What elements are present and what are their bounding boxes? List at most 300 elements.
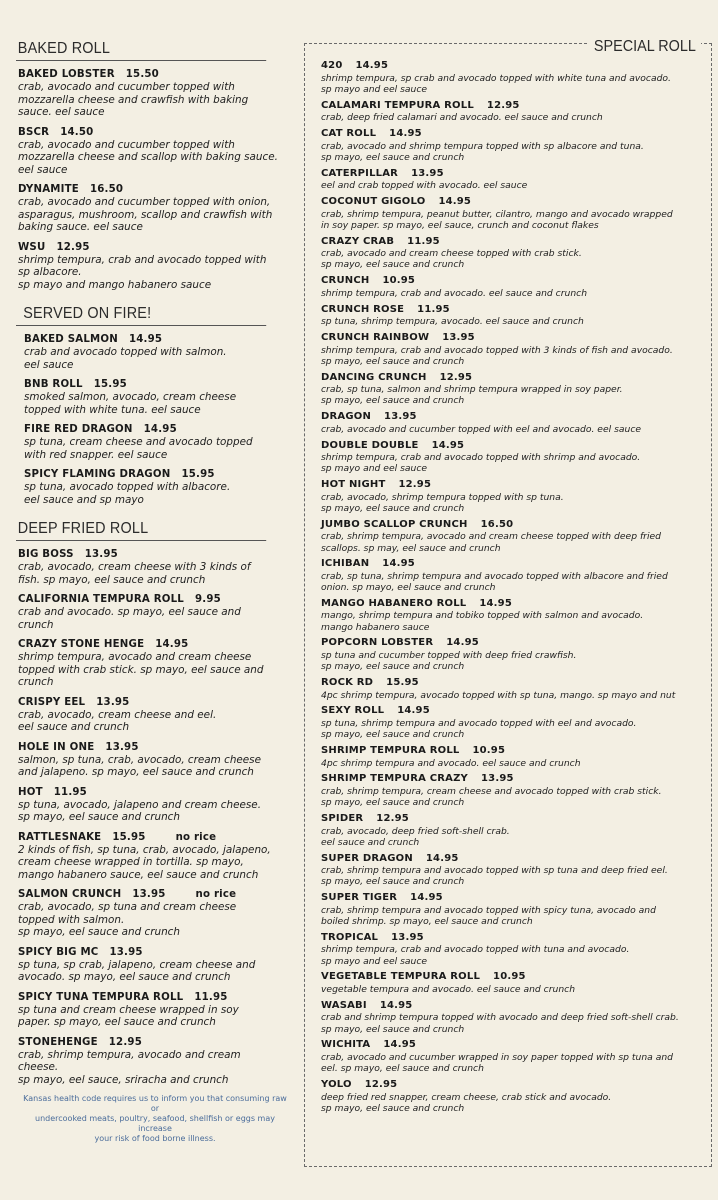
item-name-line — [18, 126, 294, 139]
description-line: sp mayo, eel sauce and crunch — [321, 729, 465, 741]
item-price: 15.95 — [112, 831, 146, 843]
description-line: shrimp tempura, crab and avocado topped with — [18, 253, 267, 266]
description-line: crab and shrimp tempura topped with avocado and deep fried soft-shell crab. — [321, 1012, 679, 1024]
item-name-line — [321, 558, 707, 571]
menu-item — [321, 932, 707, 967]
description-line: crunch — [18, 618, 54, 631]
item-name-line — [321, 236, 707, 249]
menu-item — [18, 786, 294, 824]
description-line: 2 kinds of fish, sp tuna, crab, avocado, jalapeno, — [18, 843, 271, 856]
description-line: eel sauce and crunch — [18, 721, 130, 733]
item-price: 11.95 — [53, 786, 87, 798]
item-name: VEGETABLE TEMPURA ROLL — [321, 971, 481, 983]
description-line: sp tuna, cream cheese and avocado topped — [24, 436, 253, 448]
menu-item — [18, 831, 294, 882]
item-description — [321, 1092, 707, 1114]
item-name: CRUNCH ROSE — [321, 303, 405, 315]
item-name: YOLO — [321, 1079, 352, 1090]
item-name: CRAZY STONE HENGE — [18, 639, 145, 650]
description-line: sp mayo, eel sauce and crunch — [321, 151, 465, 163]
item-name: STONEHENGE — [18, 1036, 98, 1048]
item-price: 16.50 — [89, 184, 124, 195]
item-description — [321, 610, 707, 632]
menu-item — [321, 168, 707, 192]
item-price: 11.95 — [194, 991, 228, 1003]
menu-item — [321, 275, 707, 299]
menu-item — [18, 126, 294, 177]
notice-line: undercooked meats, poultry, seafood, shellfish or eggs may increase — [35, 1114, 275, 1133]
item-name: CRAZY CRAB — [321, 235, 395, 247]
menu-item — [321, 745, 707, 769]
item-description — [18, 901, 294, 939]
item-price: 14.95 — [446, 637, 479, 649]
description-line: eel sauce and sp mayo — [24, 493, 144, 506]
description-line: paper. sp mayo, eel sauce and crunch — [18, 1016, 216, 1028]
item-name: SPIDER — [321, 813, 364, 825]
description-line: mango habanero sauce — [321, 621, 430, 633]
menu-item — [18, 946, 294, 984]
item-description — [18, 196, 294, 234]
item-description — [321, 826, 707, 848]
item-name: WSU — [18, 241, 46, 253]
item-name-line — [18, 68, 294, 81]
menu-item — [321, 479, 707, 514]
item-price: 14.95 — [389, 127, 422, 139]
item-description — [321, 571, 707, 593]
item-name-line — [321, 519, 707, 532]
item-price: 10.95 — [382, 275, 416, 287]
description-line: deep fried red snapper, cream cheese, crab stick and avocado. — [321, 1091, 612, 1103]
item-description — [24, 436, 294, 461]
item-price: 14.95 — [397, 705, 430, 717]
description-line: smoked salmon, avocado, cream cheese — [24, 391, 237, 403]
item-name-line — [321, 971, 707, 984]
item-name: CRISPY EEL — [18, 696, 86, 708]
menu-item — [321, 128, 707, 163]
item-price: 14.95 — [143, 424, 177, 435]
description-line: sp mayo, eel sauce and crunch — [321, 661, 465, 673]
item-name-line — [18, 183, 294, 196]
menu-item — [24, 333, 294, 371]
description-line: topped with crab stick. sp mayo, eel sauce and — [18, 663, 264, 676]
item-price: 13.95 — [442, 331, 475, 343]
item-description — [321, 180, 707, 191]
menu-item — [18, 241, 294, 292]
description-line: crab, avocado and cucumber topped with — [18, 138, 235, 151]
item-price: 14.95 — [438, 195, 472, 207]
item-description — [18, 139, 294, 177]
item-name: BAKED LOBSTER — [18, 69, 115, 80]
menu-item — [321, 1000, 707, 1035]
description-line: crab, deep fried calamari and avocado. eel sauce and crunch — [321, 112, 603, 124]
description-line: eel sauce and crunch — [321, 836, 420, 848]
menu-item — [18, 638, 294, 689]
item-name-line — [321, 637, 707, 650]
description-line: crab, shrimp tempura, peanut butter, cilantro, mango and avocado wrapped — [321, 208, 673, 220]
description-line: sp mayo, eel sauce and crunch — [321, 502, 465, 514]
description-line: sp tuna and cucumber topped with deep fried crawfish. — [321, 650, 577, 662]
menu-item — [24, 378, 294, 416]
item-name: WICHITA — [321, 1039, 371, 1051]
description-line: asparagus, mushroom, scallop and crawfish with — [18, 208, 273, 221]
item-name: WASABI — [321, 999, 367, 1011]
item-price: 14.95 — [382, 558, 415, 570]
item-name-line — [321, 168, 707, 181]
description-line: with red snapper. eel sauce — [24, 448, 168, 461]
menu-item — [321, 892, 707, 927]
item-description — [321, 384, 707, 406]
item-price: 13.95 — [84, 549, 118, 560]
description-line: sp mayo and mango habanero sauce — [18, 278, 212, 291]
menu-item — [321, 60, 707, 95]
baked-roll-section — [16, 40, 294, 291]
item-name: SHRIMP TEMPURA ROLL — [321, 745, 460, 757]
description-line: crab, avocado and cucumber topped with — [18, 81, 235, 93]
description-line: crab, sp tuna, shrimp tempura and avocado topped with albacore and fried — [321, 570, 668, 582]
description-line: sp mayo and eel sauce — [321, 955, 428, 967]
menu-item — [321, 304, 707, 328]
description-line: sp mayo, eel sauce, sriracha and crunch — [18, 1073, 229, 1086]
description-line: crab, shrimp tempura, avocado and cream — [18, 1048, 241, 1061]
item-name-line — [321, 813, 707, 826]
menu-item — [18, 593, 294, 631]
item-description — [321, 345, 707, 367]
item-name: BSCR — [18, 126, 50, 138]
item-description — [18, 1049, 294, 1087]
item-description — [18, 1004, 294, 1029]
item-note: no rice — [175, 831, 217, 843]
description-line: and jalapeno. sp mayo, eel sauce and crunch — [18, 766, 254, 778]
description-line: sp mayo, eel sauce and crunch — [321, 395, 465, 407]
description-line: sp tuna, sp crab, jalapeno, cream cheese and — [18, 958, 256, 971]
item-name-line — [321, 745, 707, 758]
menu-item — [18, 696, 294, 734]
item-price: 13.95 — [132, 889, 166, 900]
item-name: CRUNCH RAINBOW — [321, 331, 430, 343]
item-name-line — [321, 773, 707, 786]
item-name-line — [18, 593, 294, 606]
item-name-line — [321, 440, 707, 453]
item-name-line — [24, 378, 294, 391]
item-description — [321, 865, 707, 887]
item-name-line — [321, 705, 707, 718]
item-description — [321, 905, 707, 927]
item-price: 12.95 — [108, 1036, 142, 1048]
description-line: crab, shrimp tempura and avocado topped with spicy tuna, avocado and — [321, 904, 656, 916]
menu-list — [16, 548, 294, 1086]
description-line: shrimp tempura, crab and avocado topped with shrimp and avocado. — [321, 452, 641, 464]
item-name-line — [18, 548, 294, 561]
description-line: boiled shrimp. sp mayo, eel sauce and crunch — [321, 916, 533, 928]
item-price: 13.95 — [109, 946, 143, 958]
menu-item — [321, 332, 707, 367]
description-line: sp mayo and eel sauce — [321, 463, 428, 475]
item-name: SALMON CRUNCH — [18, 889, 122, 900]
menu-item — [321, 519, 707, 554]
item-description — [18, 754, 294, 779]
menu-item — [24, 468, 294, 506]
item-description — [321, 288, 707, 299]
item-name: DANCING CRUNCH — [321, 371, 427, 383]
item-name-line — [321, 332, 707, 345]
item-name-line — [18, 831, 294, 844]
item-name-line — [321, 100, 707, 113]
menu-item — [18, 741, 294, 779]
menu-list — [321, 60, 707, 1119]
item-description — [321, 316, 707, 327]
item-name-line — [18, 241, 294, 254]
menu-item — [321, 440, 707, 475]
item-name: CAT ROLL — [321, 127, 377, 139]
description-line: crab, shrimp tempura, cream cheese and avocado topped with crab stick. — [321, 786, 662, 798]
section-title: SERVED ON FIRE! — [16, 305, 266, 326]
menu-item — [321, 196, 707, 231]
menu-item — [24, 423, 294, 461]
menu-item — [18, 991, 294, 1029]
description-line: vegetable tempura and avocado. eel sauce and crunch — [321, 984, 576, 996]
description-line: mozzarella cheese and scallop with baking sauce. — [18, 151, 278, 163]
description-line: scallops. sp may, eel sauce and crunch — [321, 542, 501, 554]
item-price: 13.95 — [391, 931, 424, 943]
description-line: sauce. eel sauce — [18, 106, 105, 118]
item-description — [18, 651, 294, 689]
item-description — [24, 391, 294, 416]
item-price: 12.95 — [376, 813, 409, 825]
item-name-line — [321, 598, 707, 611]
description-line: shrimp tempura, sp crab and avocado topped with white tuna and avocado. — [321, 72, 671, 84]
item-name: SPICY FLAMING DRAGON — [24, 469, 171, 480]
item-description — [321, 209, 707, 231]
item-name-line — [321, 677, 707, 690]
item-name-line — [18, 638, 294, 651]
item-name-line — [321, 275, 707, 288]
item-name: JUMBO SCALLOP CRUNCH — [321, 518, 468, 530]
description-line: crab, avocado and cucumber topped with onion, — [18, 196, 271, 208]
item-price: 13.95 — [411, 167, 444, 179]
item-name: SUPER DRAGON — [321, 852, 413, 864]
description-line: crab, shrimp tempura, avocado and cream cheese topped with deep fried — [321, 531, 661, 543]
description-line: crab, avocado and cucumber topped with eel and avocado. eel sauce — [321, 423, 642, 435]
description-line: sp mayo, eel sauce and crunch — [18, 811, 180, 823]
item-name: HOLE IN ONE — [18, 741, 95, 753]
item-price: 9.95 — [195, 594, 221, 605]
description-line: sp tuna, shrimp tempura and avocado topped with eel and avocado. — [321, 718, 637, 730]
item-price: 14.95 — [379, 999, 413, 1011]
item-name-line — [321, 304, 707, 317]
description-line: eel. sp mayo, eel sauce and crunch — [321, 1063, 484, 1075]
item-name-line — [321, 411, 707, 424]
item-price: 12.95 — [56, 241, 90, 253]
description-line: cheese. — [18, 1061, 59, 1073]
item-note: no rice — [195, 889, 237, 900]
menu-item — [321, 773, 707, 808]
item-price: 12.95 — [439, 371, 473, 383]
item-description — [321, 452, 707, 474]
health-notice — [16, 1094, 294, 1144]
menu-list — [16, 68, 294, 291]
item-description — [321, 1052, 707, 1074]
item-price: 11.95 — [407, 235, 440, 247]
item-name-line — [321, 1039, 707, 1052]
description-line: eel sauce — [18, 163, 68, 176]
description-line: mozzarella cheese and crawfish with baking — [18, 93, 249, 106]
item-name-line — [18, 888, 294, 901]
description-line: shrimp tempura, crab and avocado topped with tuna and avocado. — [321, 944, 630, 956]
item-name: SUPER TIGER — [321, 892, 398, 904]
item-description — [321, 758, 707, 769]
item-price: 15.95 — [386, 677, 419, 689]
item-description — [321, 944, 707, 966]
item-name-line — [24, 333, 294, 346]
menu-item — [18, 548, 294, 586]
menu-item — [321, 236, 707, 271]
item-name-line — [321, 1079, 707, 1092]
description-line: baking sauce. eel sauce — [18, 221, 143, 233]
item-description — [18, 709, 294, 734]
item-name: TROPICAL — [321, 931, 379, 943]
item-price: 14.95 — [479, 597, 512, 609]
item-description — [321, 690, 707, 701]
item-name-line — [24, 423, 294, 436]
description-line: mango habanero sauce, eel sauce and crunch — [18, 868, 259, 881]
item-name: BNB ROLL — [24, 379, 83, 390]
description-line: sp mayo, eel sauce and crunch — [321, 1102, 465, 1114]
description-line: sp tuna, avocado, jalapeno and cream cheese. — [18, 798, 261, 811]
item-price: 14.95 — [355, 60, 389, 71]
description-line: sp albacore. — [18, 266, 82, 278]
description-line: shrimp tempura, crab and avocado topped with 3 kinds of fish and avocado. — [321, 344, 673, 356]
item-description — [321, 1012, 707, 1034]
item-name: SEXY ROLL — [321, 705, 385, 717]
description-line: shrimp tempura, avocado and cream cheese — [18, 651, 252, 663]
item-name: RATTLESNAKE — [18, 831, 102, 843]
description-line: sp mayo, eel sauce and crunch — [18, 926, 180, 938]
description-line: in soy paper. sp mayo, eel sauce, crunch and coconut flakes — [321, 219, 599, 231]
item-name: COCONUT GIGOLO — [321, 195, 426, 207]
item-description — [18, 844, 294, 882]
item-price: 14.95 — [431, 439, 465, 451]
item-price: 15.95 — [93, 379, 127, 390]
item-name-line — [321, 128, 707, 141]
item-description — [321, 492, 707, 514]
description-line: sp mayo, eel sauce and crunch — [321, 355, 465, 367]
menu-item — [321, 100, 707, 124]
description-line: crab, avocado, sp tuna and cream cheese — [18, 901, 237, 913]
item-name: POPCORN LOBSTER — [321, 637, 434, 649]
notice-line: your risk of food borne illness. — [94, 1134, 216, 1143]
menu-item — [321, 598, 707, 633]
item-name-line — [321, 892, 707, 905]
item-price: 10.95 — [472, 745, 506, 757]
description-line: 4pc shrimp tempura, avocado topped with sp tuna, mango. sp mayo and nut — [321, 689, 676, 701]
section-title: BAKED ROLL — [16, 40, 266, 61]
served-on-fire-section — [16, 305, 294, 506]
item-price: 10.95 — [493, 971, 526, 983]
item-price: 13.95 — [481, 773, 514, 785]
item-description — [321, 73, 707, 95]
item-name: DYNAMITE — [18, 184, 79, 195]
description-line: crab, avocado, cream cheese with 3 kinds of — [18, 561, 251, 573]
item-name-line — [18, 696, 294, 709]
item-name: SHRIMP TEMPURA CRAZY — [321, 773, 468, 785]
item-description — [321, 141, 707, 163]
item-price: 14.95 — [155, 639, 189, 650]
item-price: 14.95 — [410, 892, 443, 904]
item-name-line — [24, 468, 294, 481]
item-price: 11.95 — [417, 303, 450, 315]
menu-item — [321, 1039, 707, 1074]
item-price: 14.95 — [128, 334, 163, 345]
menu-item — [321, 637, 707, 672]
description-line: 4pc shrimp tempura and avocado. eel sauce and crunch — [321, 757, 581, 769]
description-line: mango, shrimp tempura and tobiko topped with salmon and avocado. — [321, 610, 644, 622]
description-line: crab, avocado, deep fried soft-shell crab. — [321, 825, 510, 837]
item-price: 14.50 — [60, 126, 94, 138]
menu-item — [321, 853, 707, 888]
description-line: sp tuna, shrimp tempura, avocado. eel sauce and crunch — [321, 316, 584, 328]
item-name: FIRE RED DRAGON — [24, 424, 133, 435]
notice-line: Kansas health code requires us to inform you that consuming raw or — [23, 1094, 287, 1113]
item-name-line — [321, 479, 707, 492]
description-line: sp mayo, eel sauce and crunch — [321, 876, 465, 888]
item-description — [24, 346, 294, 371]
menu-item — [18, 68, 294, 119]
menu-item — [18, 183, 294, 234]
section-title: DEEP FRIED ROLL — [16, 520, 266, 541]
description-line: eel sauce — [24, 358, 74, 371]
item-name: CRUNCH — [321, 275, 370, 287]
item-name: CATERPILLAR — [321, 167, 399, 179]
item-name: MANGO HABANERO ROLL — [321, 597, 467, 609]
item-name-line — [18, 946, 294, 959]
special-roll-section — [304, 38, 712, 1167]
menu-item — [18, 888, 294, 939]
item-price: 15.95 — [181, 469, 215, 480]
item-name: 420 — [321, 60, 343, 71]
description-line: sp mayo, eel sauce and crunch — [321, 1023, 465, 1035]
item-description — [321, 984, 707, 995]
item-price: 13.95 — [96, 696, 130, 708]
item-name-line — [18, 991, 294, 1004]
menu-item — [321, 372, 707, 407]
item-description — [18, 606, 294, 631]
description-line: sp tuna, avocado topped with albacore. — [24, 481, 231, 493]
menu-item — [321, 971, 707, 995]
item-description — [321, 248, 707, 270]
item-name: DOUBLE DOUBLE — [321, 439, 419, 451]
item-description — [18, 959, 294, 984]
item-price: 16.50 — [480, 518, 514, 530]
item-description — [18, 799, 294, 824]
description-line: sp mayo, eel sauce and crunch — [321, 259, 465, 271]
description-line: onion. sp mayo, eel sauce and crunch — [321, 582, 496, 594]
description-line: sp mayo and eel sauce — [321, 83, 428, 95]
item-price: 13.95 — [384, 411, 417, 423]
description-line: eel and crab topped with avocado. eel sauce — [321, 180, 528, 192]
item-name: BAKED SALMON — [24, 334, 118, 345]
description-line: crab and avocado. sp mayo, eel sauce and — [18, 606, 241, 618]
menu-item — [18, 1036, 294, 1087]
description-line: crab, avocado, shrimp tempura topped with sp tuna. — [321, 491, 564, 503]
item-name-line — [321, 60, 707, 73]
item-price: 12.95 — [486, 99, 520, 111]
item-name: DRAGON — [321, 411, 372, 423]
item-price: 14.95 — [425, 852, 459, 864]
item-name-line — [321, 1000, 707, 1013]
description-line: salmon, sp tuna, crab, avocado, cream cheese — [18, 753, 261, 766]
menu-item — [321, 558, 707, 593]
item-description — [24, 481, 294, 506]
